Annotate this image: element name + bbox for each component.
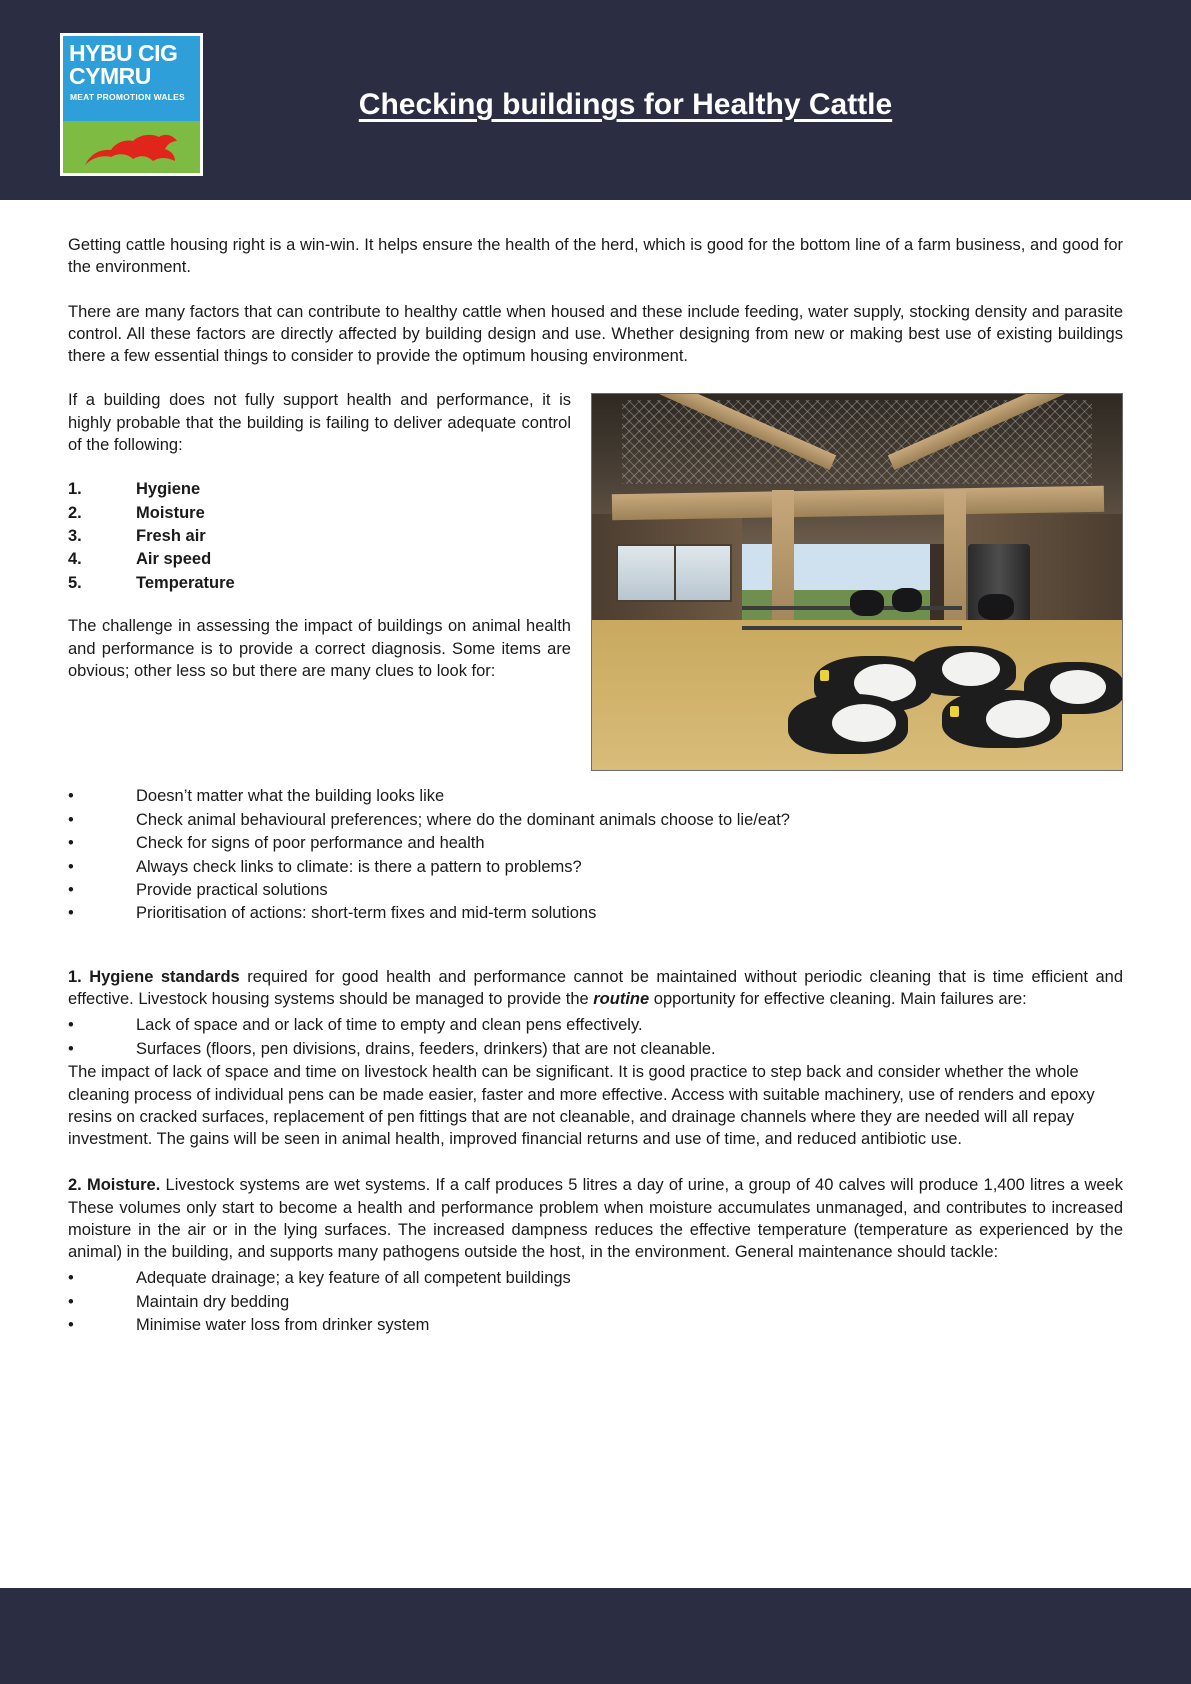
intro-paragraph-2: There are many factors that can contribute to healthy cattle when housed and these include feeding, water supply, stocking density and parasite control. All these factors are directly affected by building design and use. Whether designing from new or making best use of existing buildings there a few essential things to consider to provide the optimum housing environment. xyxy=(68,302,1123,366)
photo-post-left xyxy=(772,490,794,640)
section-2-lead xyxy=(68,1174,1123,1263)
photo-cow xyxy=(942,690,1062,748)
list-item xyxy=(68,502,571,525)
photo-cow-standing xyxy=(978,594,1014,620)
section-2-heading: 2. Moisture. xyxy=(68,1176,161,1195)
section-1-italic-word: routine xyxy=(593,990,650,1009)
list-item xyxy=(68,902,1123,925)
photo-pen-rail-lower xyxy=(742,626,962,630)
list-item xyxy=(68,1038,1123,1061)
bullet-marker: • xyxy=(68,857,74,876)
list-marker: 3. xyxy=(68,526,82,545)
list-label: Hygiene xyxy=(136,480,201,499)
section-2-body: Livestock systems are wet systems. If a calf produces 5 litres a day of urine, a group of 40 calves will produce 1,400 litres a week These volumes only start to become a health and performance problem when moisture accumulates unmanaged, and contributes to increased moisture in the air or in the lying surfaces. The increased dampness reduces the effective temperature (temperature as experienced by the animal) in the building, and supports many pathogens outside the host, in the environment. General maintenance should tackle: xyxy=(68,1176,1123,1262)
list-marker: 5. xyxy=(68,573,82,592)
challenge-paragraph: The challenge in assessing the impact of buildings on animal health and performance is to provide a correct diagnosis. Some items are obvious; other less so but there are many clues to look for: xyxy=(68,617,571,680)
page-header xyxy=(0,0,1191,200)
photo-post-right xyxy=(944,490,966,640)
logo-line-2: CYMRU xyxy=(69,63,151,89)
list-item xyxy=(68,1291,1123,1314)
list-label: Check animal behavioural preferences; where do the dominant animals choose to lie/eat? xyxy=(136,810,790,829)
list-item xyxy=(68,1014,1123,1037)
section-1-heading: 1. Hygiene standards xyxy=(68,967,240,986)
list-label: Moisture xyxy=(136,503,205,522)
list-label: Maintain dry bedding xyxy=(136,1292,290,1311)
list-item xyxy=(68,572,571,595)
bullet-marker: • xyxy=(68,1016,74,1035)
bullet-marker: • xyxy=(68,881,74,900)
list-label: Fresh air xyxy=(136,526,206,545)
section-1-lead-tail: opportunity for effective cleaning. Main failures are: xyxy=(649,990,1027,1009)
bullet-marker: • xyxy=(68,810,74,829)
photo-window xyxy=(616,544,732,602)
bullet-marker: • xyxy=(68,1039,74,1058)
section-1-lead xyxy=(68,966,1123,1011)
list-label: Air speed xyxy=(136,550,212,569)
list-marker: 4. xyxy=(68,550,82,569)
bullet-marker: • xyxy=(68,834,74,853)
list-item xyxy=(68,1314,1123,1337)
section-1-bullets xyxy=(68,1014,1123,1061)
bullet-marker: • xyxy=(68,1292,74,1311)
list-label: Check for signs of poor performance and health xyxy=(136,834,485,853)
list-label: Doesn’t matter what the building looks like xyxy=(136,787,445,806)
list-item xyxy=(68,1267,1123,1290)
bullet-marker: • xyxy=(68,904,74,923)
bullet-marker: • xyxy=(68,1269,74,1288)
intro-paragraph-1: Getting cattle housing right is a win-win. It helps ensure the health of the herd, which is good for the bottom line of a farm business, and good for the environment. xyxy=(68,236,1123,277)
section-1-lead-rest: required for good health and performance cannot be maintained without periodic cleaning that is time efficient and effective. Livestock housing systems should be managed to provide the xyxy=(68,967,1123,1009)
list-label: Lack of space and or lack of time to empty and clean pens effectively. xyxy=(136,1016,643,1035)
list-item xyxy=(68,478,571,501)
list-marker: 1. xyxy=(68,480,82,499)
list-marker: 2. xyxy=(68,503,82,522)
list-label: Prioritisation of actions: short-term fixes and mid-term solutions xyxy=(136,904,597,923)
list-label: Surfaces (floors, pen divisions, drains, feeders, drinkers) that are not cleanable. xyxy=(136,1039,716,1058)
photo-cow xyxy=(788,694,908,754)
list-item xyxy=(68,809,1123,832)
list-item xyxy=(68,856,1123,879)
bullet-marker: • xyxy=(68,1316,74,1335)
list-label: Minimise water loss from drinker system xyxy=(136,1316,430,1335)
clues-list xyxy=(68,785,1123,926)
list-label: Adequate drainage; a key feature of all competent buildings xyxy=(136,1269,571,1288)
welsh-dragon-icon xyxy=(81,123,181,171)
list-label: Provide practical solutions xyxy=(136,881,328,900)
document-body xyxy=(0,200,1191,1338)
page-footer xyxy=(0,1588,1191,1684)
list-label: Always check links to climate: is there a pattern to problems? xyxy=(136,857,582,876)
intro-paragraph-3: If a building does not fully support health and performance, it is highly probable that the building is failing to deliver adequate control of the following: xyxy=(68,391,571,454)
section-2-bullets xyxy=(68,1267,1123,1337)
logo-subtitle: MEAT PROMOTION WALES xyxy=(70,92,185,102)
barn-photo xyxy=(591,393,1123,771)
page-title: Checking buildings for Healthy Cattle xyxy=(358,88,893,121)
list-item xyxy=(68,785,1123,808)
list-item xyxy=(68,548,571,571)
list-item xyxy=(68,879,1123,902)
logo-wordmark xyxy=(69,42,196,88)
list-item xyxy=(68,832,1123,855)
section-1-closing: The impact of lack of space and time on livestock health can be significant. It is good practice to step back and consider whether the whole cleaning process of individual pens can be made easier, faster and more effective. Access with suitable machinery, use of renders and epoxy resins on cracked surfaces, replacement of pen fittings that are not cleanable, and drainage channels where they are needed will all repay investment. The gains will be seen in animal health, improved financial returns and use of time, and reduced antibiotic use. xyxy=(68,1063,1095,1149)
logo-line-1: HYBU CIG xyxy=(69,40,178,66)
photo-cow-standing xyxy=(850,590,884,616)
list-label: Temperature xyxy=(136,573,235,592)
list-item xyxy=(68,525,571,548)
photo-cow-standing xyxy=(892,588,922,612)
bullet-marker: • xyxy=(68,787,74,806)
